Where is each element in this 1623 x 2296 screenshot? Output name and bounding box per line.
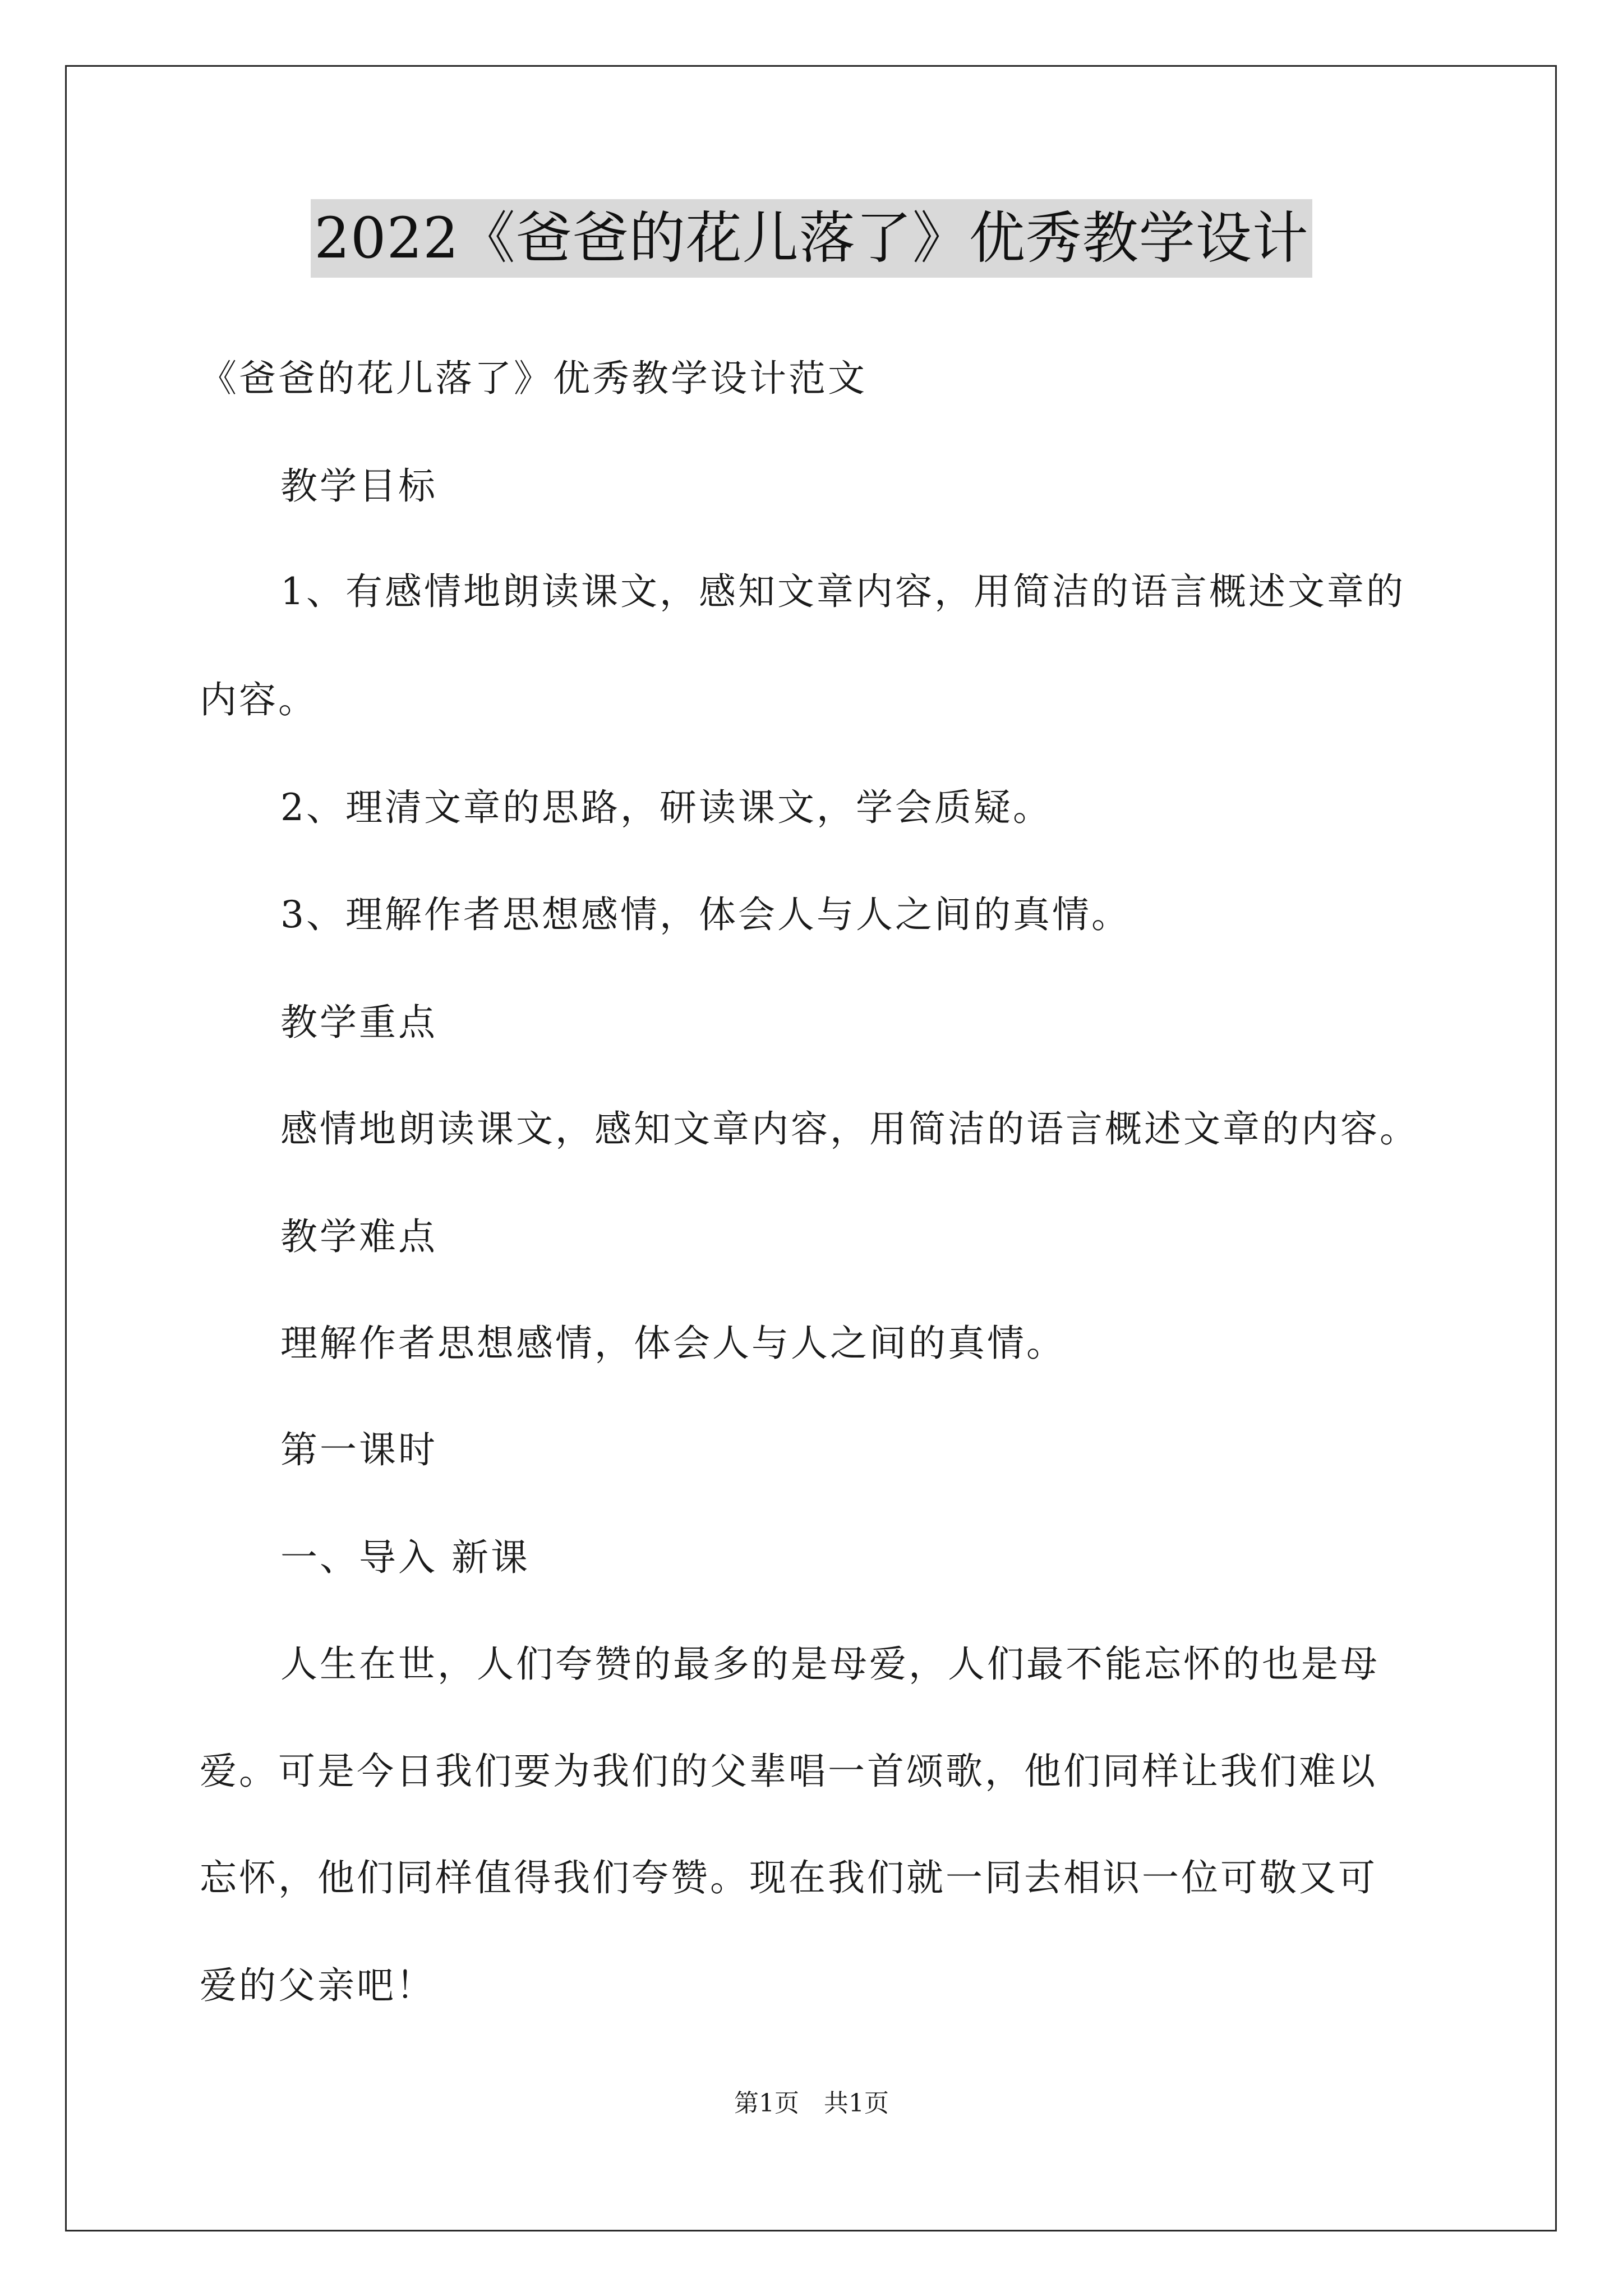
paragraph-line: 爱。可是今日我们要为我们的父辈唱一首颂歌，他们同样让我们难以 [200,1750,1377,1793]
paragraph-line: 理解作者思想感情，体会人与人之间的真情。 [280,1322,1066,1365]
paragraph-line: 3、理解作者思想感情，体会人与人之间的真情。 [280,893,1131,936]
paragraph-line: 1、有感情地朗读课文，感知文章内容，用简洁的语言概述文章的 [280,570,1405,613]
heading-introduction: 一、导入 新课 [280,1536,530,1579]
paragraph-line: 内容。 [200,678,317,721]
paragraph-line: 忘怀，他们同样值得我们夸赞。现在我们就一同去相识一位可敬又可 [200,1856,1377,1899]
heading-first-lesson: 第一课时 [280,1428,437,1471]
heading-teaching-objectives: 教学目标 [280,464,437,508]
heading-teaching-difficulty: 教学难点 [280,1215,437,1258]
page-footer: 第1页 共1页 [734,2089,889,2118]
paragraph-line: 爱的父亲吧！ [200,1964,435,2007]
title-container [0,199,1623,278]
document-subtitle: 《爸爸的花儿落了》优秀教学设计范文 [200,357,867,400]
heading-teaching-focus: 教学重点 [280,1001,437,1044]
paragraph-line: 人生在世，人们夸赞的最多的是母爱，人们最不能忘怀的也是母 [280,1642,1380,1686]
paragraph-line: 感情地朗读课文，感知文章内容，用简洁的语言概述文章的内容。 [280,1107,1419,1151]
document-title: 2022《爸爸的花儿落了》优秀教学设计 [311,199,1312,278]
paragraph-line: 2、理清文章的思路，研读课文，学会质疑。 [280,786,1052,829]
